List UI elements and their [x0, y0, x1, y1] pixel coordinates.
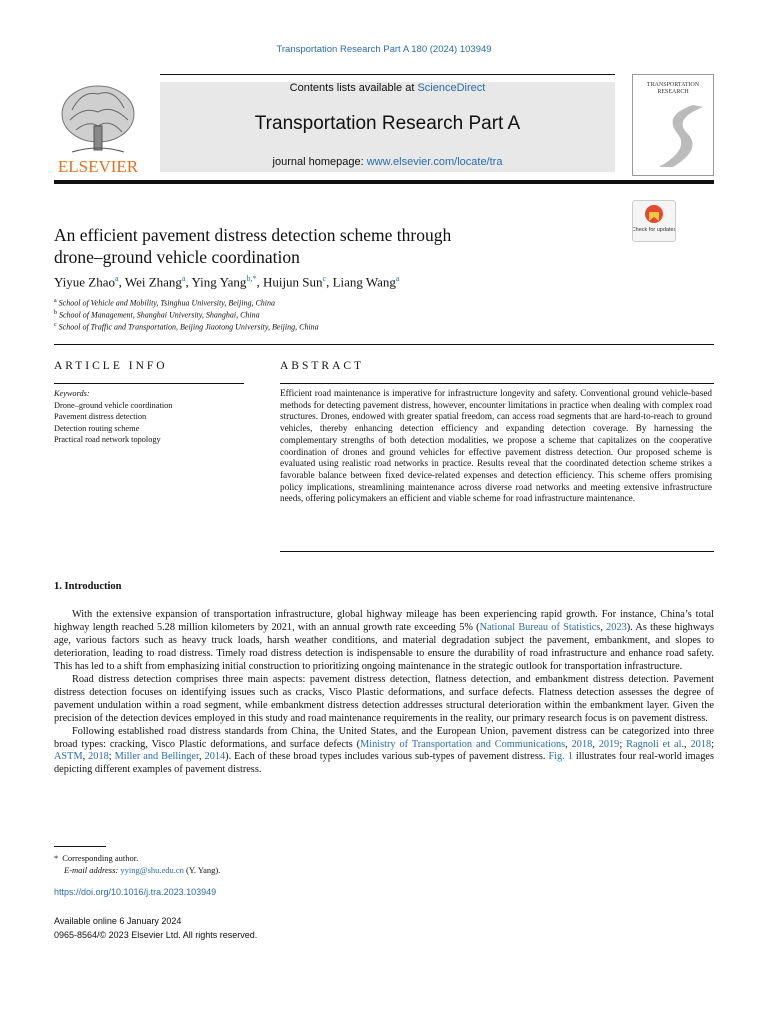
text-run: Following established road distress standards from China, the United States, and the European Union, pavement distress can be categorized into three broad types: cracking, Visco Plastic deformations, and surface defects (	[54, 725, 714, 750]
title-line-2: drone–ground vehicle coordination	[54, 247, 300, 267]
author-affil-sup[interactable]: b,*	[246, 274, 257, 283]
svg-text:RESEARCH: RESEARCH	[657, 89, 689, 95]
paragraph-2: Road distress detection comprises three main aspects: pavement distress detection, flatness detection, and embankment distress detection. Pavement distress detection focuses on identifying issues such as cracks, Visco Plastic deformations, and surface defects. Flatness detection assesses the degree of pavement undulation within a road segment, while embankment distress detection addresses structural deterioration within the embankment layer. Given the precision of the detection devices employed in this study and road maintenance requirements in the reality, our primary research focus is on pavement distress.	[54, 673, 714, 724]
affil-text: School of Management, Shanghai University, Shanghai, China	[59, 310, 260, 320]
citation-link[interactable]: 2014	[204, 751, 226, 763]
copyright: 0965-8564/© 2023 Elsevier Ltd. All rights reserved.	[54, 930, 258, 940]
email-link[interactable]: yying@shu.edu.cn	[120, 865, 184, 875]
affiliation-c	[54, 322, 319, 332]
figure-link[interactable]: Fig. 1	[548, 751, 573, 763]
author-affil-sup[interactable]: a	[115, 274, 119, 283]
keyword-item: Drone–ground vehicle coordination	[54, 400, 173, 410]
title-line-1: An efficient pavement distress detection scheme through	[54, 225, 452, 245]
affil-sup: a	[54, 298, 57, 304]
keyword-item: Detection routing scheme	[54, 423, 140, 433]
abstract-heading: ABSTRACT	[280, 360, 365, 372]
journal-homepage-line	[160, 156, 615, 168]
text-run: ;	[619, 738, 627, 750]
svg-text:Check for updates: Check for updates	[633, 227, 675, 233]
journal-reference[interactable]: Transportation Research Part A 180 (2024) 103949	[276, 44, 492, 55]
check-for-updates-button[interactable]	[632, 200, 676, 242]
affiliation-rule	[54, 344, 714, 345]
citation-link[interactable]: 2018	[690, 738, 712, 750]
cover-image-icon	[633, 75, 713, 175]
affiliation-b	[54, 310, 260, 320]
paragraph-3	[54, 726, 714, 778]
abstract-rule	[280, 383, 714, 384]
article-info-rule	[54, 383, 244, 384]
abstract-text: Efficient road maintenance is imperative for infrastructure longevity and safety. Conventional ground vehicle-based methods for detecting pavement distress, however, encounter limitations in practice when dealing with complex road structures. Drones, endowed with greater spatial freedom, can access road segments that are hard-to-reach to ground vehicles, thereby enhancing detection efficiency and expanding detection coverage. By harnessing the complementary strengths of both detection modalities, we propose a scheme that capitalizes on the cooperative coordination of drones and ground vehicles for effective pavement distress detection. Our proposed scheme is evaluated using realistic road networks in practice. Results reveal that the coordinated detection scheme strikes a favorable balance between fixed device-related expenses and detection efficiency. This scheme offers promising policy implications, streamlining maintenance across diverse road networks and meeting extensive infrastructure needs, offering policymakers an efficient and viable scheme for road infrastructure maintenance.	[280, 388, 712, 504]
journal-title: Transportation Research Part A	[254, 113, 521, 134]
affil-text: School of Traffic and Transportation, Beijing Jiaotong University, Beijing, China	[58, 322, 319, 332]
text-run: ). Each of these broad types includes various sub-types of pavement distress.	[225, 751, 549, 763]
paper-title	[54, 224, 614, 268]
author-affil-sup[interactable]: a	[395, 274, 400, 283]
text-run: illustrates four real-world images depicting different examples of pavement distress.	[54, 751, 714, 776]
text-run: ,	[684, 738, 691, 750]
author-name[interactable]: Huijun Sun	[262, 274, 323, 290]
text-run: ,	[82, 751, 89, 763]
text-run: ,	[592, 738, 599, 750]
email-suffix: (Y. Yang).	[183, 865, 221, 875]
elsevier-logo	[52, 80, 144, 176]
svg-text:ELSEVIER: ELSEVIER	[57, 157, 139, 176]
citation-link[interactable]: 2018	[571, 738, 593, 750]
author-list: Yiyue Zhao$^a$, Wei Zhang$^a$, Ying Yang$^{b,*}$, Huijun Sun$^c$, Liang Wang$^a$	[54, 274, 400, 290]
homepage-prefix: journal homepage:	[272, 156, 367, 168]
doi-link[interactable]: https://doi.org/10.1016/j.tra.2023.103949	[54, 887, 217, 897]
article-info-heading: ARTICLE INFO	[54, 360, 168, 372]
check-updates-icon	[633, 201, 675, 241]
citation-link[interactable]: National Bureau of Statistics	[479, 621, 601, 633]
paragraph-1	[54, 609, 714, 674]
svg-text:TRANSPORTATION: TRANSPORTATION	[646, 82, 700, 88]
keywords-block	[54, 388, 244, 446]
text-run: ,	[199, 751, 205, 763]
text-run: With the extensive expansion of transportation infrastructure, global highway mileage has been experiencing rapid growth. For instance, China’s total highway length reached 5.28 million kilometers by 2021, with an annual growth rate exceeding 5% (	[54, 609, 714, 633]
keywords-label: Keywords:	[54, 389, 90, 398]
keyword-item: Practical road network topology	[54, 435, 161, 444]
author-name[interactable]: Wei Zhang	[124, 274, 182, 290]
citation-link[interactable]: 2019	[598, 738, 620, 750]
section-heading-introduction: 1. Introduction	[54, 581, 122, 592]
introduction-body	[54, 609, 714, 777]
contents-line	[160, 82, 615, 94]
affil-text: School of Vehicle and Mobility, Tsinghua University, Beijing, China	[58, 298, 276, 308]
citation-link[interactable]: Ragnoli et al.	[626, 738, 685, 750]
available-online: Available online 6 January 2024	[54, 916, 182, 926]
affil-sup: c	[54, 322, 57, 328]
keyword-item: Pavement distress detection	[54, 412, 147, 421]
contents-prefix: Contents lists available at	[289, 82, 418, 94]
header-top-rule	[160, 74, 615, 75]
sciencedirect-link[interactable]: ScienceDirect	[417, 82, 486, 94]
text-run: ,	[600, 621, 607, 633]
author-name[interactable]: Yiyue Zhao	[54, 274, 116, 290]
citation-link[interactable]: Miller and Bellinger	[114, 751, 200, 763]
author-affil-sup[interactable]: a	[181, 274, 186, 283]
homepage-link[interactable]: www.elsevier.com/locate/tra	[366, 156, 503, 168]
author-name[interactable]: Ying Yang	[191, 274, 247, 290]
elsevier-tree-icon	[52, 80, 144, 176]
text-run: ;	[711, 738, 714, 750]
corresponding-author-footnote	[54, 852, 221, 876]
header-rule	[54, 180, 714, 184]
corresponding-label: Corresponding author.	[62, 853, 139, 863]
journal-cover-thumbnail[interactable]	[632, 74, 714, 176]
text-run: ;	[108, 751, 115, 763]
text-run: ,	[565, 738, 572, 750]
affiliation-a	[54, 298, 275, 308]
author-name[interactable]: Liang Wang	[332, 274, 396, 290]
footnote-rule	[54, 846, 106, 847]
text-run: ). As these highways age, various factors such as heavy truck loads, harsh weather conditions, and material degradation subject the pavement, embankment, and slopes to deterioration, leading to road distress. Timely road distress detection is indispensable to ensure the durability of road infrastructure and enhance road safety. This has led to a shift from emphasizing initial construction to prioritizing ongoing maintenance in the strategic outlook for transportation infrastructure.	[54, 621, 714, 672]
citation-link[interactable]: 2023	[606, 621, 627, 633]
affil-sup: b	[54, 310, 57, 316]
citation-link[interactable]: ASTM	[54, 751, 83, 763]
abstract-bottom-rule	[280, 551, 714, 552]
author-affil-sup[interactable]: c	[322, 274, 327, 283]
citation-link[interactable]: Ministry of Transportation and Communications	[360, 738, 566, 750]
footnote-star: *	[54, 853, 59, 863]
publication-info	[54, 914, 257, 942]
citation-link[interactable]: 2018	[88, 751, 109, 763]
email-label: E-mail address:	[64, 865, 119, 875]
